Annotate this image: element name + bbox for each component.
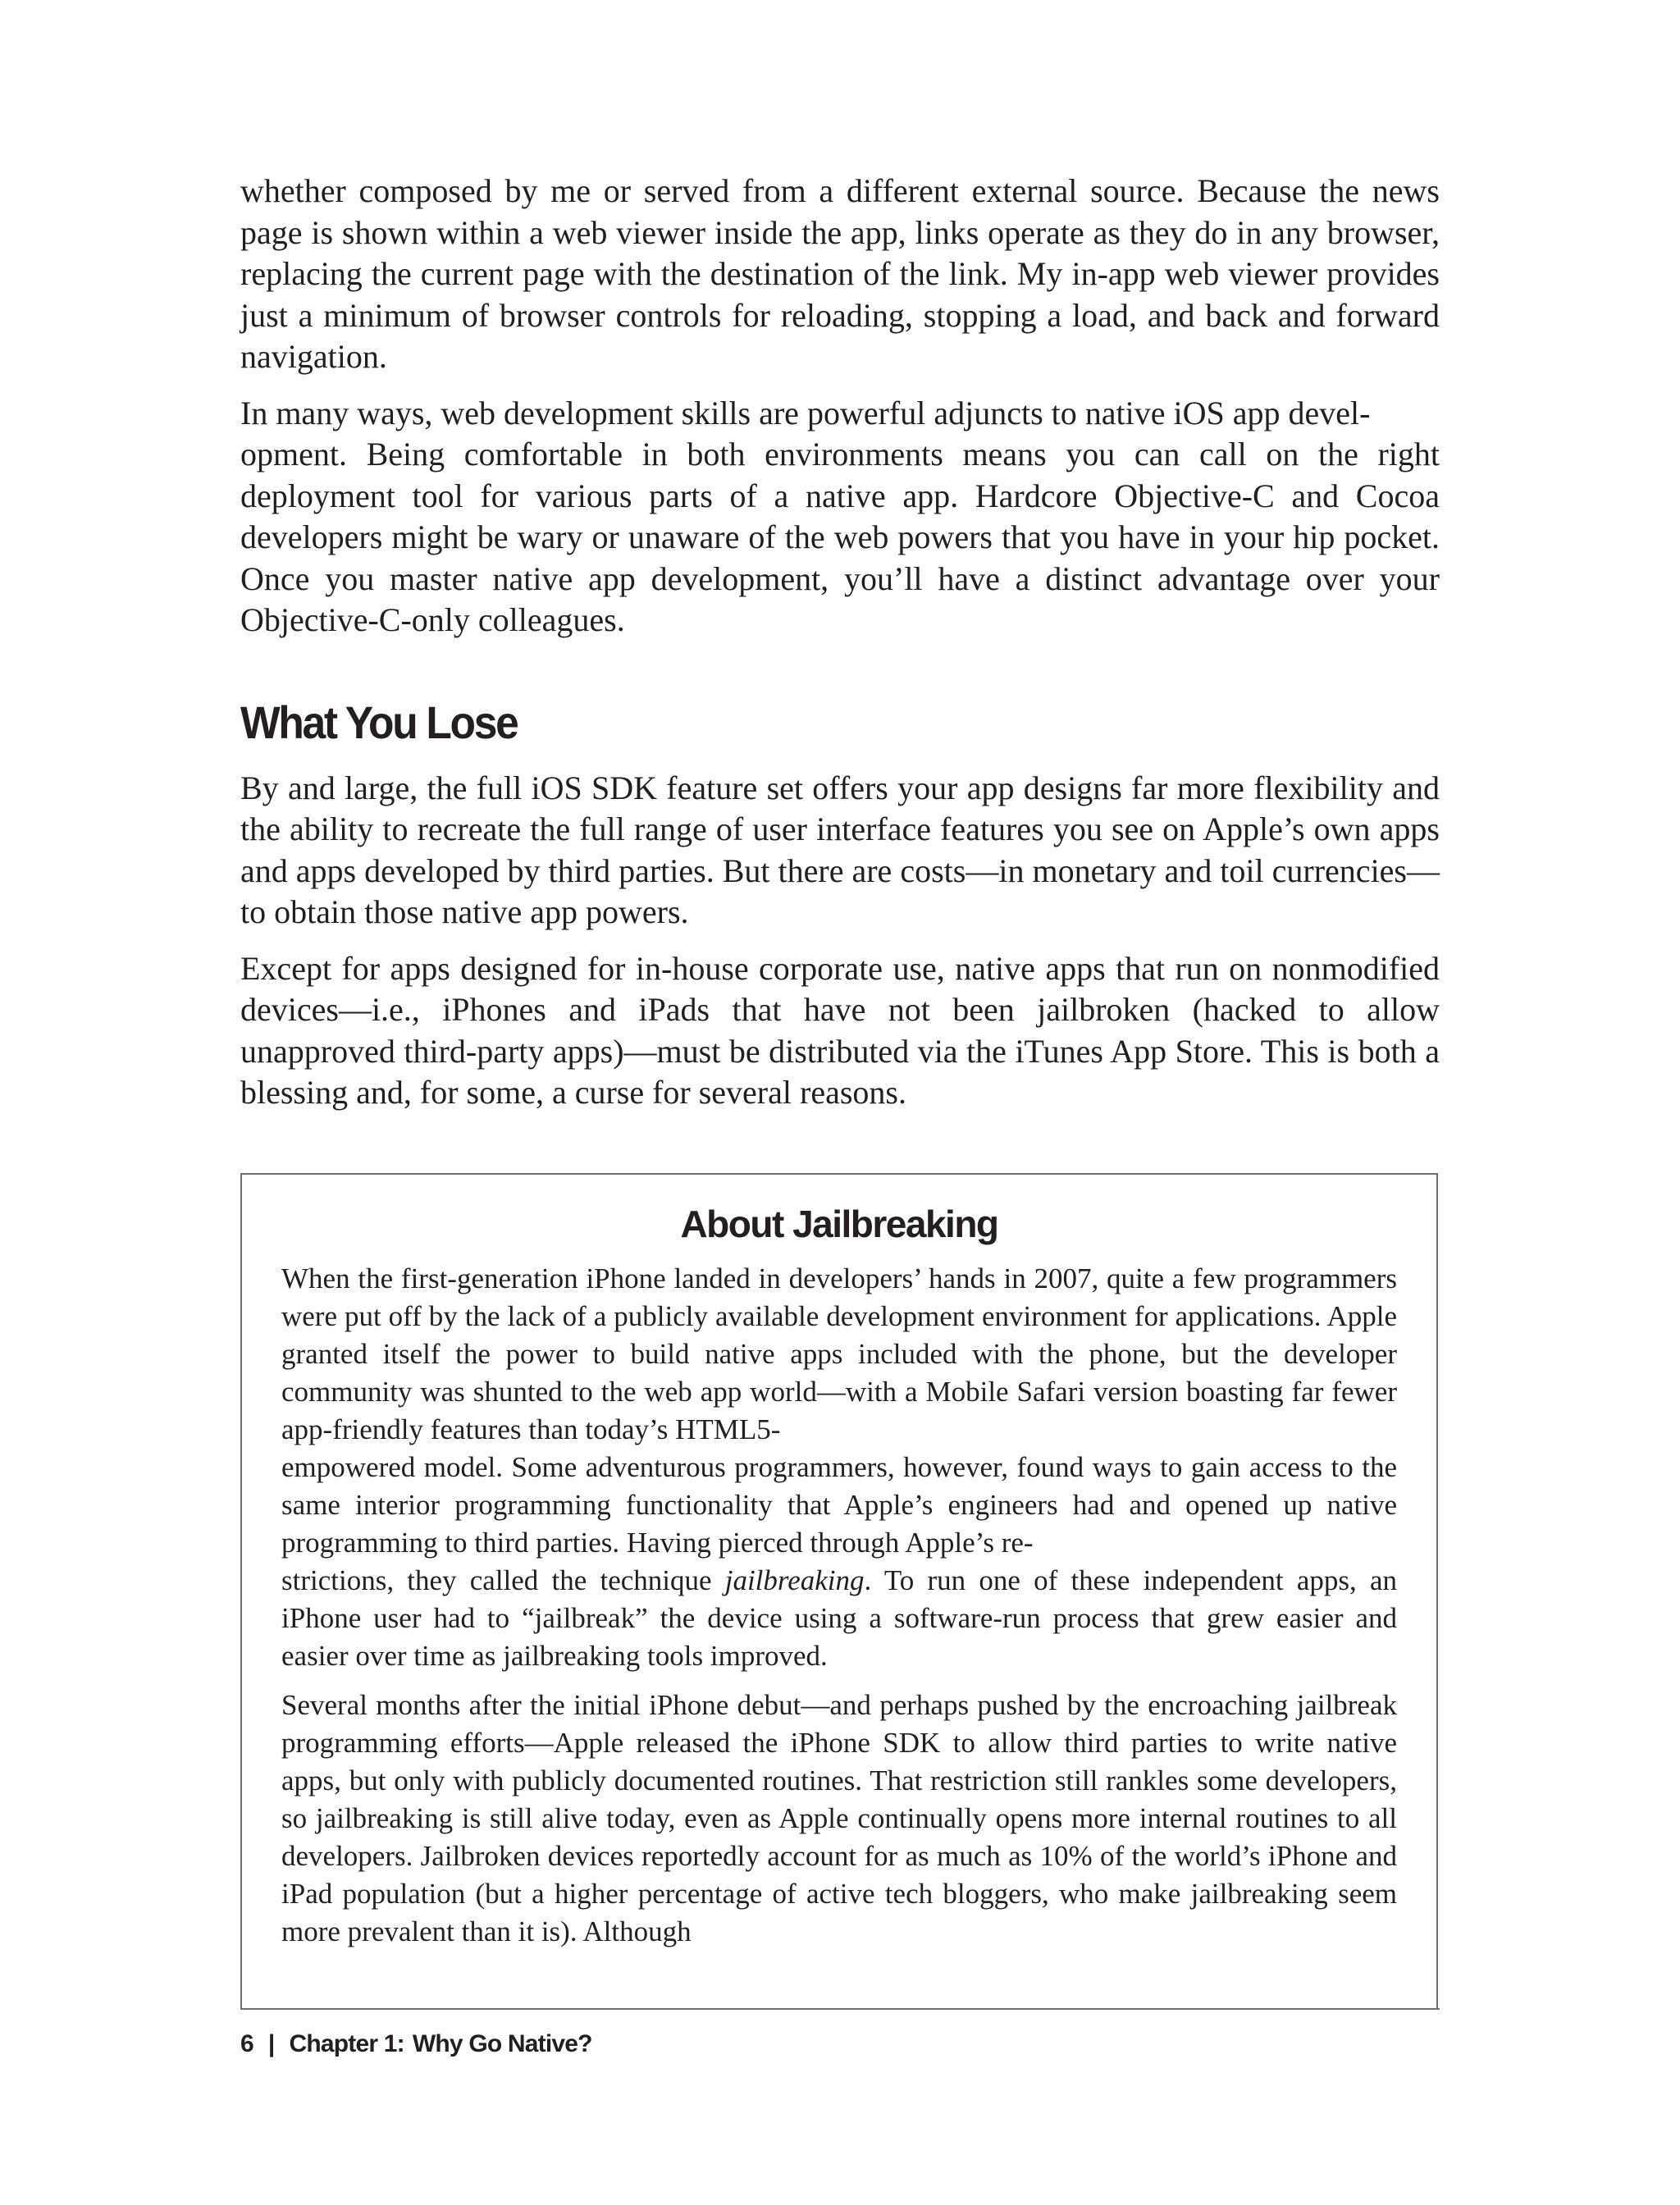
main-text-column: [240, 171, 1440, 1114]
footer-rule: [240, 2008, 1440, 2010]
sidebar-title: About Jailbreaking: [680, 1203, 998, 1245]
sidebar-paragraph-1-part-d: . To run one of these independent apps, an iPhone user had to “jailbreak” the device using a software-run process that grew easier and easier over time as jailbreaking tools improved.: [281, 1564, 1397, 1672]
chapter-label: Chapter 1:: [289, 2030, 404, 2057]
body-paragraph-2-line-1: In many ways, web development skills are powerful adjuncts to native iOS app devel-: [240, 394, 1371, 431]
body-paragraph-1: whether composed by me or served from a different external source. Because the news page is shown within a web viewer inside the app, links operate as they do in any browser, replacing the current page with the destination of the link. My in-app web viewer provides just a minimum of browser controls for reloading, stopping a load, and back and forward navigation.: [240, 172, 1440, 375]
body-paragraph-2: [240, 393, 1440, 641]
section-paragraph-1: By and large, the full iOS SDK feature set offers your app designs far more flexibility and the ability to recreate the full range of user interface features you see on Apple’s own apps and apps developed by third parties. But there are costs—in monetary and toil currencies—to obtain those native app powers.: [240, 769, 1440, 930]
sidebar-paragraph-1: [281, 1260, 1397, 1675]
sidebar-box: [240, 1173, 1438, 2010]
sidebar-paragraph-1-part-b: empowered model. Some adventurous programmers, however, found ways to gain access to the same interior programming functionality that Apple’s engineers had and opened up native programming to third parties. Having pierced through Apple’s re-: [281, 1451, 1397, 1559]
section-paragraph-2: Except for apps designed for in-house corporate use, native apps that run on nonmodified devices—i.e., iPhones and iPads that have not been jailbroken (hacked to allow unapproved third-party apps)—must be distributed via the iTunes App Store. This is both a blessing and, for some, a curse for several reasons.: [240, 949, 1440, 1111]
body-paragraph-2-rest: opment. Being comfortable in both environments means you can call on the right deployment tool for various parts of a native app. Hardcore Objective-C and Cocoa developers might be wary or unaware of the web powers that you have in your hip pocket. Once you master native app development, you’ll have a distinct advantage over your Objective-C-only colleagues.: [240, 436, 1440, 638]
page-number: 6: [240, 2030, 253, 2057]
sidebar-content: [242, 1175, 1436, 1951]
page-footer: [240, 2028, 592, 2061]
section-heading: What You Lose: [240, 696, 518, 748]
sidebar-paragraph-2: Several months after the initial iPhone debut—and perhaps pushed by the encroaching jailbreak programming efforts—Apple released the iPhone SDK to allow third parties to write native apps, but only with publicly documented routines. That restriction still rankles some developers, so jailbreaking is still alive today, even as Apple continually opens more internal routines to all developers. Jailbroken devices reportedly account for as much as 10% of the world’s iPhone and iPad population (but a higher percentage of active tech bloggers, who make jailbreaking seem more prevalent than it is). Although: [281, 1689, 1397, 1947]
sidebar-paragraph-1-part-c: strictions, they called the technique: [281, 1564, 725, 1596]
sidebar-paragraph-1-part-a: When the first-generation iPhone landed in developers’ hands in 2007, quite a few programmers were put off by the lack of a publicly available development environment for applications. Apple granted itself the power to build native apps included with the phone, but the developer community was shunted to the web app world—with a Mobile Safari version boasting far fewer app-friendly features than today’s HTML5-: [281, 1262, 1397, 1445]
chapter-title: Why Go Native?: [412, 2030, 592, 2057]
italic-term: jailbreaking: [724, 1564, 865, 1596]
footer-separator: |: [267, 2030, 275, 2057]
